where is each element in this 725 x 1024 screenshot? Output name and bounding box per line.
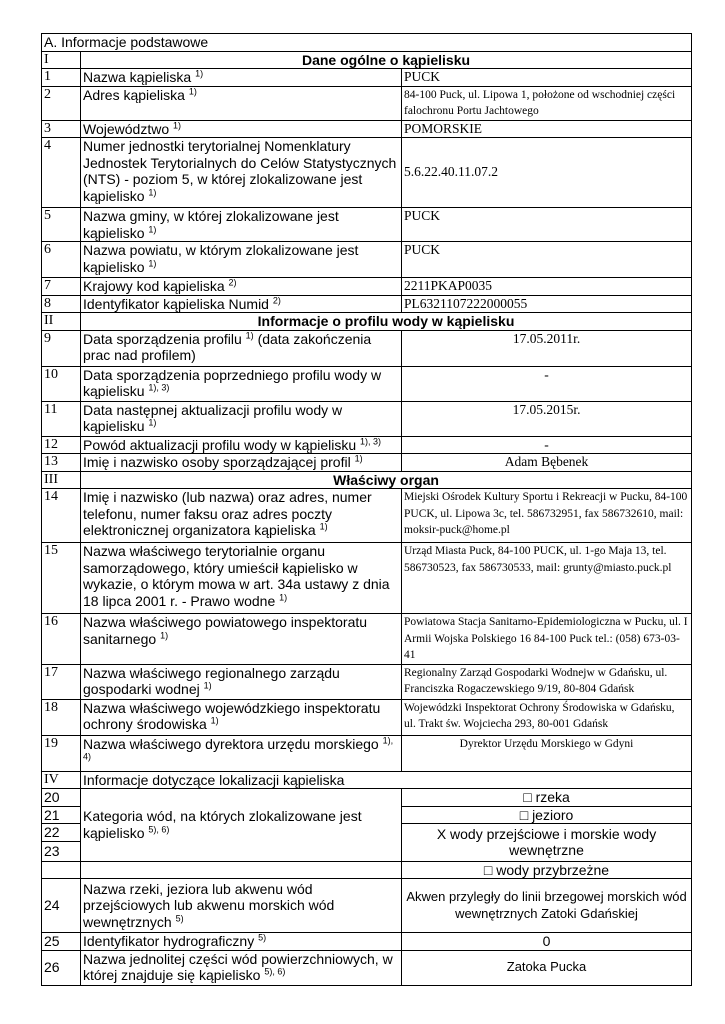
row-number: 25 <box>42 933 81 951</box>
row-value: PUCK <box>402 208 692 242</box>
row-label <box>81 614 402 665</box>
row-value: 5.6.22.40.11.07.2 <box>402 138 692 208</box>
label-text: Nazwa właściwego wojewódzkiego inspektoratu ochrony środowiska <box>83 699 381 732</box>
row-number: 2 <box>42 86 81 120</box>
footnote-ref: 1) <box>148 417 157 428</box>
row-label <box>81 436 402 454</box>
form-header-row <box>42 34 692 52</box>
row-number: 23 <box>42 841 81 861</box>
row-value: Dyrektor Urzędu Morskiego w Gdyni <box>402 735 692 771</box>
row-number: 18 <box>42 699 81 735</box>
label-text: Identyfikator hydrograficzny <box>83 933 255 949</box>
table-row <box>42 789 692 807</box>
row-label <box>81 86 402 120</box>
row-label <box>81 950 402 985</box>
row-label <box>81 242 402 278</box>
footnote-ref: 1) <box>148 186 157 197</box>
table-row <box>42 242 692 278</box>
section-header-row <box>42 471 692 489</box>
row-label <box>81 138 402 208</box>
footnote-ref: 1) <box>245 330 254 340</box>
footnote-ref: 1) <box>160 629 169 640</box>
category-option-river: □ rzeka <box>402 789 692 807</box>
category-label <box>81 789 402 862</box>
section-title: Informacje dotyczące lokalizacji kąpieliska <box>81 771 692 789</box>
table-row <box>42 138 692 208</box>
row-number: 14 <box>42 489 81 543</box>
footnote-ref: 1) <box>173 120 182 130</box>
label-text: Powód aktualizacji profilu wody w kąpielisku <box>83 436 357 453</box>
label-text: Nazwa właściwego powiatowego inspektoratu sanitarnego <box>83 614 368 647</box>
table-row <box>42 614 692 665</box>
row-label <box>81 933 402 951</box>
footnote-ref: 5) <box>175 913 184 924</box>
footnote-ref: 1) <box>210 715 219 726</box>
footnote-ref: 1) <box>148 257 157 268</box>
label-text: Imię i nazwisko (lub nazwa) oraz adres, numer telefonu, numer faksu oraz adres poczty elektronicznej organizatora kąpieliska <box>83 489 372 538</box>
row-number: 10 <box>42 366 81 401</box>
bathing-site-form <box>41 33 692 986</box>
row-value: Miejski Ośrodek Kultury Sportu i Rekreacji w Pucku, 84-100 PUCK, ul. Lipowa 3c, tel. 586732951, fax 586732610, mail: moksir-puck@home.pl <box>402 489 692 543</box>
row-label <box>81 208 402 242</box>
row-value: 0 <box>402 933 692 951</box>
row-value: PUCK <box>402 242 692 278</box>
label-text: Nazwa właściwego regionalnego zarządu gospodarki wodnej <box>83 664 340 697</box>
footnote-ref: 1), 4) <box>83 735 394 762</box>
footnote-ref: 5), 6) <box>148 824 170 835</box>
row-label <box>81 330 402 366</box>
table-row <box>42 366 692 401</box>
row-label <box>81 879 402 933</box>
footnote-ref: 1) <box>354 453 363 464</box>
section-header-row <box>42 51 692 69</box>
row-value: Urząd Miasta Puck, 84-100 PUCK, ul. 1-go Maja 13, tel. 586730523, fax 586730533, mail: grunty@miasto.puck.pl <box>402 543 692 614</box>
table-row <box>42 69 692 87</box>
section-title: Właściwy organ <box>81 471 692 489</box>
label-text: Nazwa właściwego terytorialnie organu samorządowego, który umieścił kąpielisko w wykazie, o którym mowa w art. 34a ustawy z dnia 18 lipca 2001 r. - Prawo wodne <box>83 543 390 609</box>
label-text: Nazwa kąpieliska <box>83 69 192 85</box>
row-label <box>81 664 402 699</box>
section-number: III <box>42 471 81 489</box>
table-row <box>42 208 692 242</box>
row-number: 6 <box>42 242 81 278</box>
row-number: 11 <box>42 401 81 436</box>
footnote-ref: 1) <box>203 680 212 691</box>
row-value: Wojewódzki Inspektorat Ochrony Środowiska w Gdańsku, ul. Trakt św. Wojciecha 293, 80-001 Gdańsk <box>402 699 692 735</box>
row-number-blank <box>42 861 81 879</box>
label-text: Adres kąpieliska <box>83 86 185 103</box>
row-number: 17 <box>42 664 81 699</box>
row-value: Regionalny Zarząd Gospodarki Wodnejw w Gdańsku, ul. Franciszka Rogaczewskiego 9/19, 80-804 Gdańsk <box>402 664 692 699</box>
section-number: I <box>42 51 81 69</box>
row-number: 19 <box>42 735 81 771</box>
footnote-ref: 5), 6) <box>264 966 286 977</box>
table-row <box>42 543 692 614</box>
table-row <box>42 699 692 735</box>
table-row <box>42 401 692 436</box>
label-text: Nazwa jednolitej części wód powierzchniowych, w której znajduje się kąpielisko <box>83 950 393 983</box>
row-label <box>81 735 402 771</box>
table-row <box>42 950 692 985</box>
table-row <box>42 933 692 951</box>
table-row <box>42 489 692 543</box>
row-value: Akwen przyległy do linii brzegowej morskich wód wewnętrznych Zatoki Gdańskiej <box>402 879 692 933</box>
row-number: 12 <box>42 436 81 454</box>
label-text: Nazwa powiatu, w którym zlokalizowane jest kąpielisko <box>83 242 359 275</box>
row-value: PUCK <box>402 69 692 87</box>
table-row <box>42 120 692 138</box>
table-row <box>42 86 692 120</box>
footnote-ref: 2) <box>272 295 281 305</box>
footnote-ref: 2) <box>228 277 237 288</box>
label-text: Identyfikator kąpieliska Numid <box>83 295 269 312</box>
section-title: Dane ogólne o kąpielisku <box>81 51 692 69</box>
label-text: Krajowy kod kąpieliska <box>83 278 225 294</box>
row-label-blank <box>81 861 402 879</box>
row-value: Adam Bębenek <box>402 454 692 472</box>
row-number: 4 <box>42 138 81 208</box>
row-number: 20 <box>42 789 81 807</box>
category-option-coastal: □ wody przybrzeżne <box>402 861 692 879</box>
table-row <box>42 664 692 699</box>
row-label <box>81 278 402 296</box>
label-text: Nazwa rzeki, jeziora lub akwenu wód przejściowych lub akwenu morskich wód wewnętrznych <box>83 880 335 930</box>
label-text: Województwo <box>83 120 170 137</box>
table-row <box>42 735 692 771</box>
category-option-transitional: X wody przejściowe i morskie wody wewnętrzne <box>402 824 692 862</box>
row-label <box>81 401 402 436</box>
row-number: 15 <box>42 543 81 614</box>
row-label <box>81 543 402 614</box>
row-label <box>81 366 402 401</box>
row-number: 26 <box>42 950 81 985</box>
row-number: 9 <box>42 330 81 366</box>
row-value: PL6321107222000055 <box>402 295 692 313</box>
row-label <box>81 699 402 735</box>
section-number: II <box>42 313 81 331</box>
section-header-row <box>42 771 692 789</box>
row-value: POMORSKIE <box>402 120 692 138</box>
row-value: 2211PKAP0035 <box>402 278 692 296</box>
label-text: Numer jednostki terytorialnej Nomenklatury Jednostek Terytorialnych do Celów Statystycznych (NTS) - poziom 5, w której zlokalizowane jest kąpielisko <box>83 138 397 204</box>
row-number: 3 <box>42 120 81 138</box>
table-row <box>42 454 692 472</box>
row-number: 16 <box>42 614 81 665</box>
table-row <box>42 278 692 296</box>
table-row <box>42 295 692 313</box>
row-label <box>81 489 402 543</box>
row-label <box>81 295 402 313</box>
label-text: Kategoria wód, na których zlokalizowane jest kąpielisko <box>83 808 362 841</box>
row-number: 13 <box>42 454 81 472</box>
section-header-row <box>42 313 692 331</box>
footnote-ref: 1) <box>188 86 197 96</box>
footnote-ref: 1), 3) <box>148 382 170 393</box>
footnote-ref: 1) <box>195 68 204 79</box>
label-text: Nazwa gminy, w której zlokalizowane jest kąpielisko <box>83 208 339 241</box>
section-number: IV <box>42 771 81 789</box>
row-value: - <box>402 436 692 454</box>
row-value: Powiatowa Stacja Sanitarno-Epidemiologiczna w Pucku, ul. I Armii Wojska Polskiego 16 84-100 Puck tel.: (058) 673-03-41 <box>402 614 692 665</box>
row-value: 84-100 Puck, ul. Lipowa 1, położone od wschodniej części falochronu Portu Jachtowego <box>402 86 692 120</box>
table-row <box>42 879 692 933</box>
row-number: 8 <box>42 295 81 313</box>
footnote-ref: 1) <box>148 223 157 234</box>
footnote-ref: 5) <box>258 932 267 943</box>
row-label <box>81 69 402 87</box>
label-text: Nazwa właściwego dyrektora urzędu morskiego <box>83 735 379 752</box>
footnote-ref: 1) <box>319 521 328 532</box>
row-value: - <box>402 366 692 401</box>
label-text-extra: (data zakończenia prac nad profilem) <box>83 330 372 363</box>
row-number: 21 <box>42 806 81 824</box>
row-label <box>81 120 402 138</box>
row-value: 17.05.2015r. <box>402 401 692 436</box>
footnote-ref: 1), 3) <box>360 436 382 446</box>
label-text: Data sporządzenia profilu <box>83 330 242 347</box>
row-number: 22 <box>42 824 81 842</box>
label-text: Data następnej aktualizacji profilu wody w kąpielisku <box>83 401 343 434</box>
label-text: Imię i nazwisko osoby sporządzającej profil <box>83 454 351 470</box>
table-row <box>42 861 692 879</box>
form-header-title: A. Informacje podstawowe <box>42 34 692 52</box>
category-option-lake: □ jezioro <box>402 806 692 824</box>
row-number: 1 <box>42 69 81 87</box>
table-row <box>42 330 692 366</box>
label-text: Data sporządzenia poprzedniego profilu wody w kąpielisku <box>83 366 382 399</box>
row-number: 5 <box>42 208 81 242</box>
section-title: Informacje o profilu wody w kąpielisku <box>81 313 692 331</box>
row-number: 24 <box>42 879 81 933</box>
row-label <box>81 454 402 472</box>
table-row <box>42 436 692 454</box>
row-value: Zatoka Pucka <box>402 950 692 985</box>
row-value: 17.05.2011r. <box>402 330 692 366</box>
row-number: 7 <box>42 278 81 296</box>
footnote-ref: 1) <box>279 591 288 602</box>
